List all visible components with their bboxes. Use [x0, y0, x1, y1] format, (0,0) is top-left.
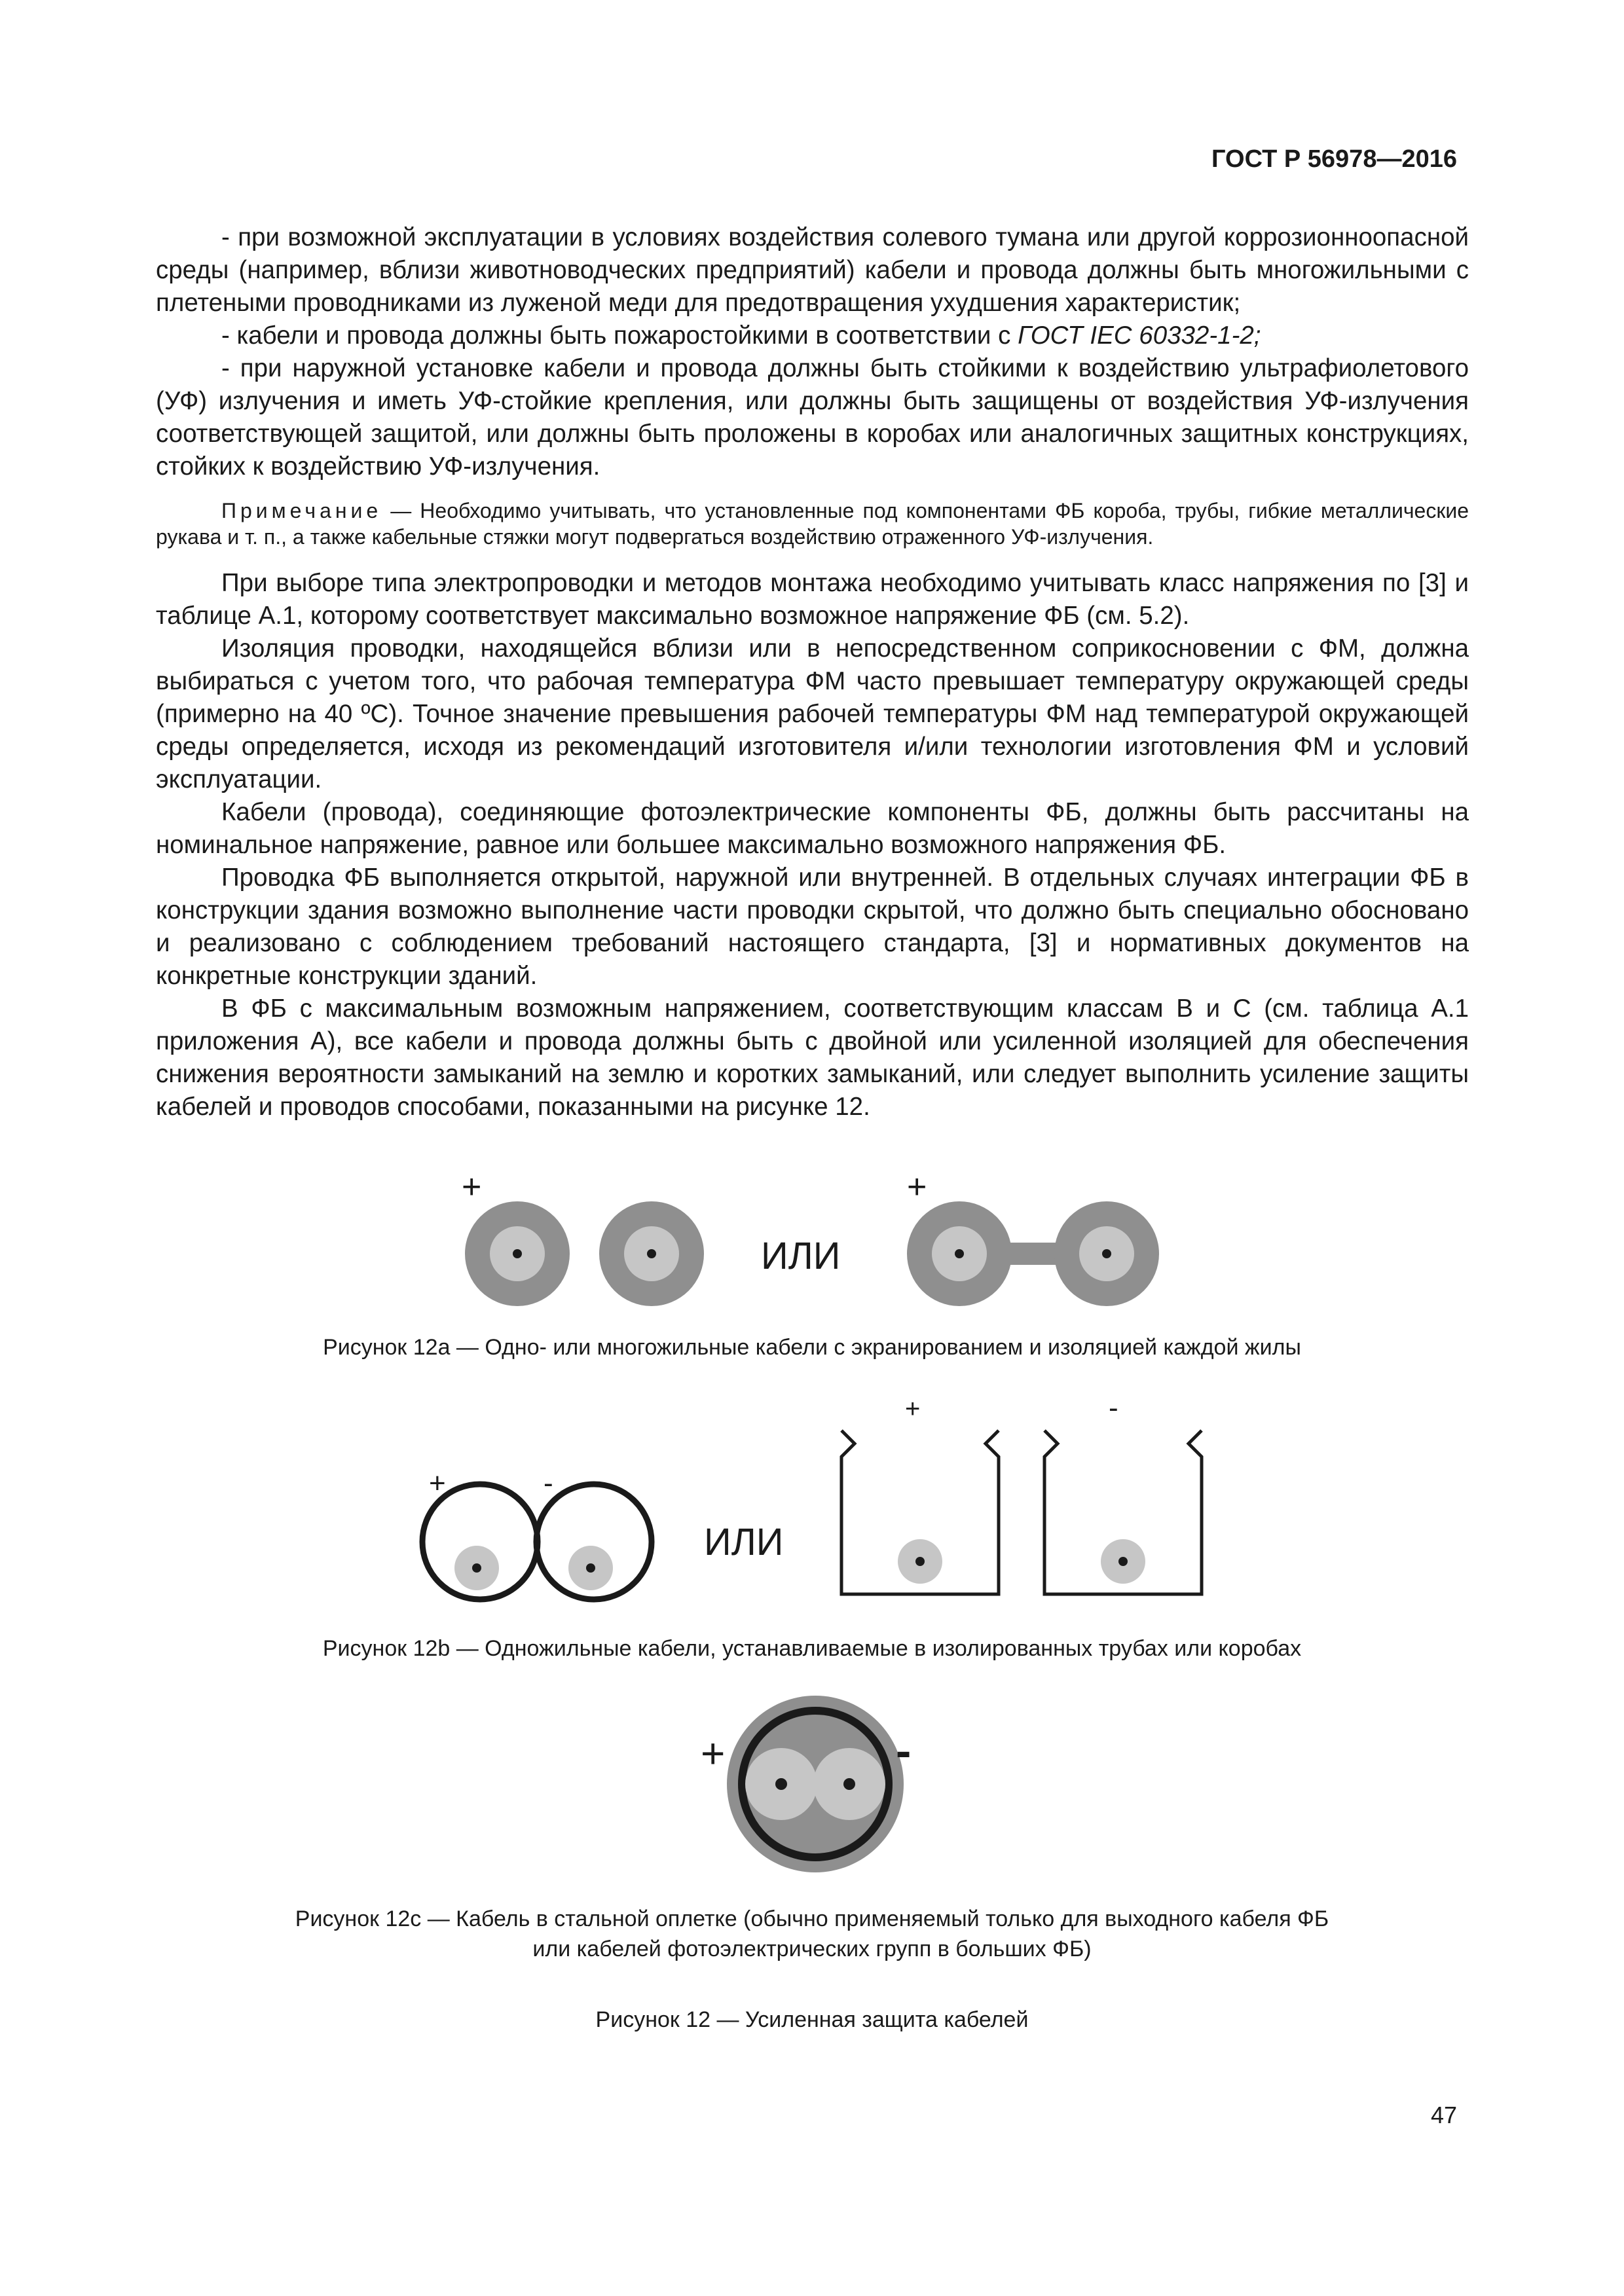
conductor-dot	[955, 1249, 964, 1258]
or-label: ИЛИ	[761, 1235, 841, 1277]
minus-sign: -	[896, 1725, 912, 1776]
or-label: ИЛИ	[704, 1521, 784, 1563]
figure-12b-drawing	[0, 1388, 1624, 1611]
plus-sign: +	[905, 1394, 921, 1423]
caption-12c-line2: или кабелей фотоэлектрических групп в больших ФБ)	[532, 1937, 1092, 1961]
figure-12a-drawing	[0, 1172, 1624, 1316]
conductor-dot	[1118, 1557, 1128, 1566]
figure-12c	[0, 1689, 1624, 1886]
note	[156, 498, 1469, 550]
plus-sign: +	[462, 1172, 482, 1206]
minus-sign: -	[1109, 1392, 1118, 1424]
document-header: ГОСТ Р 56978—2016	[1211, 145, 1457, 173]
note-text: — Необходимо учитывать, что установленные под компонентами ФБ короба, трубы, гибкие металлические рукава и т. п., а также кабельные стяжки могут подвергаться воздействию отраженного УФ-излучения.	[156, 499, 1469, 549]
conductor-dot	[513, 1249, 522, 1258]
caption-figure-12: Рисунок 12 — Усиленная защита кабелей	[595, 2007, 1029, 2032]
caption-12c-line1: Рисунок 12с — Кабель в стальной оплетке (обычно применяемый только для выходного кабеля ФБ	[295, 1906, 1329, 1931]
plus-sign: +	[429, 1467, 446, 1499]
plus-sign: +	[907, 1172, 927, 1206]
paragraph: В ФБ с максимальным возможным напряжением, соответствующим классам В и С (см. таблица А.1 приложения А), все кабели и провода должны быть с двойной или усиленной изоляцией для обеспечения снижения вероятности замыканий на землю и коротких замыканий, или следует выполнить усиление защиты кабелей и проводов способами, показанными на рисунке 12.	[156, 994, 1469, 1121]
conductor-dot	[915, 1557, 925, 1566]
minus-sign: -	[544, 1467, 553, 1499]
body-text	[156, 221, 1469, 1123]
figure-12c-drawing	[0, 1689, 1624, 1886]
paragraph	[156, 319, 1469, 352]
paragraph: При выборе типа электропроводки и методов монтажа необходимо учитывать класс напряжения по [3] и таблице А.1, которому соответствует максимально возможное напряжение ФБ (см. 5.2).	[156, 569, 1469, 630]
paragraph-text: - кабели и провода должны быть пожаростойкими в соответствии с	[221, 321, 1018, 350]
conductor-dot	[472, 1563, 481, 1573]
caption-12b: Рисунок 12b — Одножильные кабели, устанавливаемые в изолированных трубах или коробах	[322, 1636, 1302, 1661]
paragraph: Проводка ФБ выполняется открытой, наружной или внутренней. В отдельных случаях интеграции ФБ в конструкции здания возможно выполнение части проводки скрытой, что должно быть специально обосновано и реализовано с соблюдением требований настоящего стандарта, [3] и нормативных документов на конкретные конструкции зданий.	[156, 864, 1469, 990]
paragraph: - при возможной эксплуатации в условиях воздействия солевого тумана или другой коррозионноопасной среды (например, вблизи животноводческих предприятий) кабели и провода должны быть многожильными с плетеными проводниками из луженой меди для предотвращения ухудшения характеристик;	[156, 223, 1469, 317]
paragraph: Кабели (провода), соединяющие фотоэлектрические компоненты ФБ, должны быть рассчитаны на номинальное напряжение, равное или большее максимально возможного напряжения ФБ.	[156, 798, 1469, 859]
figure-12b	[0, 1388, 1624, 1611]
paragraph: - при наружной установке кабели и провода должны быть стойкими к воздействию ультрафиолетового (УФ) излучения и иметь УФ-стойкие крепления, или должны быть защищены от воздействия УФ-излучения соответствующей защитой, или должны быть проложены в коробах или аналогичных защитных конструкциях, стойких к воздействию УФ-излучения.	[156, 354, 1469, 481]
figure-12a	[0, 1172, 1624, 1316]
gost-reference: ГОСТ IEC 60332-1-2;	[1018, 321, 1261, 350]
note-label: Примечание	[221, 499, 382, 522]
conductor-dot	[1102, 1249, 1111, 1258]
paragraph: Изоляция проводки, находящейся вблизи или в непосредственном соприкосновении с ФМ, должна выбираться с учетом того, что рабочая температура ФМ часто превышает температуру окружающей среды (примерно на 40 ºС). Точное значение превышения рабочей температуры ФМ над температурой окружающей среды определяется, исходя из рекомендаций изготовителя и/или технологии изготовления ФМ и условий эксплуатации.	[156, 634, 1469, 793]
page-number: 47	[1430, 2102, 1457, 2128]
plus-sign: +	[701, 1730, 726, 1777]
conductor-dot	[843, 1778, 855, 1790]
conductor-dot	[586, 1563, 595, 1573]
conductor-dot	[647, 1249, 656, 1258]
conductor-dot	[775, 1778, 787, 1790]
caption-12a: Рисунок 12а — Одно- или многожильные кабели с экранированием и изоляцией каждой жилы	[323, 1335, 1301, 1360]
